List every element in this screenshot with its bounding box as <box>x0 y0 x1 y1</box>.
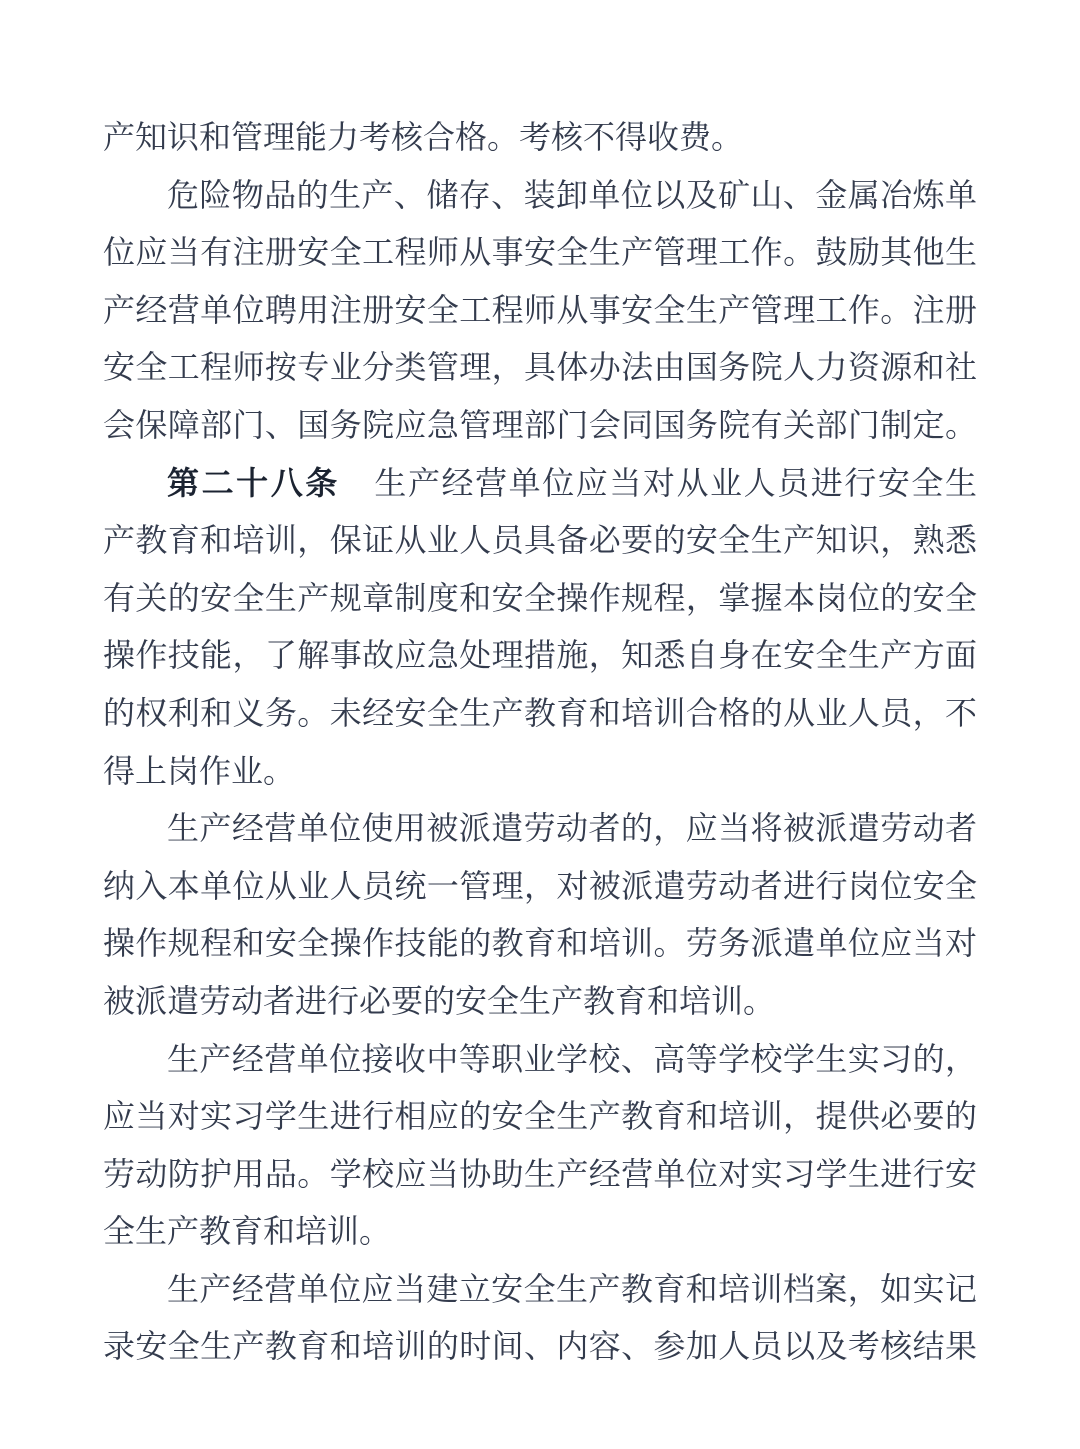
paragraph <box>103 800 977 1030</box>
paragraph <box>103 455 977 801</box>
paragraph <box>103 109 977 167</box>
doc-line: 生产经营单位应当建立安全生产教育和培训档案，如实记 <box>167 1270 977 1307</box>
article-number-gap <box>340 493 373 494</box>
doc-line: 应当对实习学生进行相应的安全生产教育和培训，提供必要的 <box>103 1098 977 1135</box>
doc-line: 安全工程师按专业分类管理，具体办法由国务院人力资源和社 <box>103 349 977 386</box>
doc-line: 的权利和义务。未经安全生产教育和培训合格的从业人员，不 <box>103 694 977 731</box>
doc-line: 劳动防护用品。学校应当协助生产经营单位对实习学生进行安 <box>103 1155 977 1192</box>
doc-line: 被派遣劳动者进行必要的安全生产教育和培训。 <box>103 982 776 1019</box>
doc-line: 纳入本单位从业人员统一管理，对被派遣劳动者进行岗位安全 <box>103 867 977 904</box>
article-number: 第二十八条 <box>167 463 340 502</box>
doc-line: 录安全生产教育和培训的时间、内容、参加人员以及考核结果 <box>103 1328 977 1365</box>
doc-line: 操作技能，了解事故应急处理措施，知悉自身在安全生产方面 <box>103 637 977 674</box>
doc-line: 产经营单位聘用注册安全工程师从事安全生产管理工作。注册 <box>103 291 977 328</box>
doc-line: 有关的安全生产规章制度和安全操作规程，掌握本岗位的安全 <box>103 579 977 616</box>
doc-line: 位应当有注册安全工程师从事安全生产管理工作。鼓励其他生 <box>103 234 977 271</box>
doc-line: 生产经营单位使用被派遣劳动者的，应当将被派遣劳动者 <box>167 810 977 847</box>
doc-line <box>103 455 977 513</box>
paragraph <box>103 167 977 455</box>
line-text: 生产经营单位应当对从业人员进行安全生 <box>372 464 977 501</box>
doc-line: 得上岗作业。 <box>103 752 296 789</box>
paragraph <box>103 1261 977 1376</box>
document-page <box>103 109 977 1376</box>
doc-line: 全生产教育和培训。 <box>103 1213 392 1250</box>
doc-line: 产知识和管理能力考核合格。考核不得收费。 <box>103 119 744 155</box>
doc-line: 生产经营单位接收中等职业学校、高等学校学生实习的， <box>167 1040 977 1077</box>
paragraph <box>103 1031 977 1261</box>
doc-line: 产教育和培训，保证从业人员具备必要的安全生产知识，熟悉 <box>103 522 977 559</box>
doc-line: 会保障部门、国务院应急管理部门会同国务院有关部门制定。 <box>103 406 977 443</box>
doc-line: 操作规程和安全操作技能的教育和培训。劳务派遣单位应当对 <box>103 925 977 962</box>
doc-line: 危险物品的生产、储存、装卸单位以及矿山、金属冶炼单 <box>167 176 977 213</box>
